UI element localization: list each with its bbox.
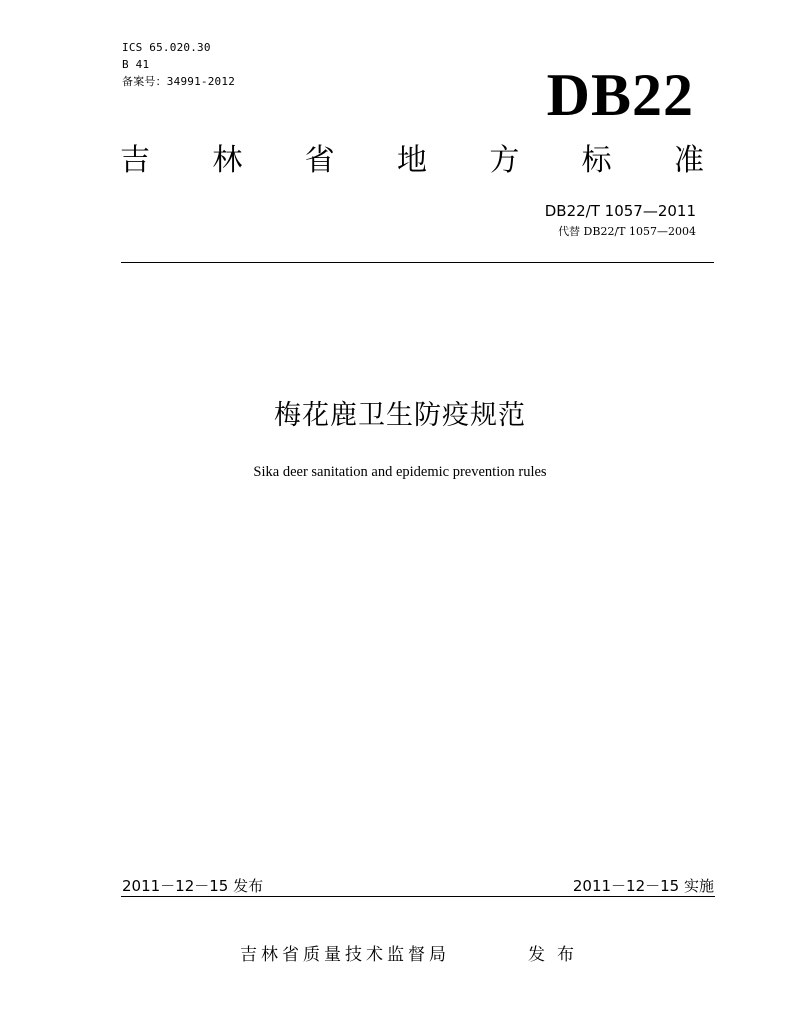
standard-type-heading bbox=[120, 142, 704, 180]
standard-type-char: 林 bbox=[212, 143, 243, 178]
document-title-chinese: 梅花鹿卫生防疫规范 bbox=[274, 400, 526, 431]
document-title-english: Sika deer sanitation and epidemic prevention rules bbox=[253, 464, 547, 480]
ics-code: ICS 65.020.30 bbox=[122, 41, 211, 54]
classification-code: B 41 bbox=[122, 58, 150, 71]
standard-type-char: 吉 bbox=[120, 143, 150, 178]
standard-type-char: 方 bbox=[489, 143, 520, 178]
header-divider bbox=[121, 262, 714, 263]
record-number: 备案号：34991-2012 bbox=[122, 75, 236, 88]
standard-type-char: 地 bbox=[396, 143, 427, 178]
issuer-action: 发布 bbox=[528, 945, 586, 965]
footer-divider bbox=[121, 896, 715, 897]
standard-number: DB22/T 1057—2011 bbox=[544, 202, 696, 220]
standard-type-char: 省 bbox=[304, 143, 335, 178]
db-logo: DB22 bbox=[546, 62, 694, 128]
standard-type-char: 准 bbox=[673, 143, 704, 178]
issue-date: 2011－12－15 发布 bbox=[122, 877, 264, 895]
standard-type-char: 标 bbox=[581, 143, 612, 178]
replaces-standard: 代替 DB22/T 1057—2004 bbox=[558, 225, 696, 238]
implementation-date: 2011－12－15 实施 bbox=[572, 877, 714, 895]
issuing-authority: 吉林省质量技术监督局 bbox=[240, 945, 450, 965]
